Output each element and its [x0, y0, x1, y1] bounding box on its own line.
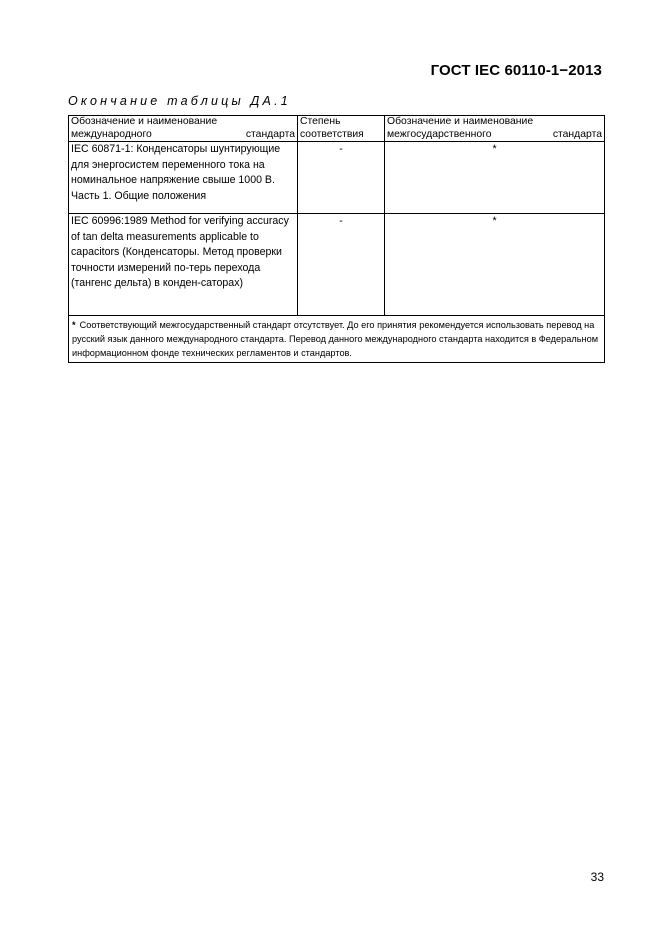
- international-standard-cell: IEC 60996:1989 Method for verifying accuracy of tan delta measurements applicable to capacitors (Конденсаторы. Метод проверки точности измерений по-терь перехода (тангенс дельта) в конден-саторах): [69, 214, 298, 316]
- interstate-standard-cell: *: [385, 214, 605, 316]
- table-footnote-row: [69, 316, 605, 363]
- standard-code-header: ГОСТ IEC 60110-1−2013: [430, 62, 602, 79]
- degree-cell: -: [298, 142, 385, 214]
- degree-cell: -: [298, 214, 385, 316]
- page-number: 33: [590, 870, 604, 884]
- header-international-standard: Обозначение и наименование международного стандарта: [69, 116, 298, 142]
- table-footnote: [69, 316, 605, 363]
- footnote-marker: *: [72, 320, 76, 330]
- table-header-row: [69, 116, 605, 142]
- table-row: [69, 142, 605, 214]
- table-caption: Окончание таблицы ДА.1: [68, 94, 291, 108]
- header-degree-of-correspondence: Степень соответствия: [298, 116, 385, 142]
- standards-correspondence-table: [68, 115, 605, 363]
- header-interstate-standard: Обозначение и наименование межгосударственного стандарта: [385, 116, 605, 142]
- footnote-text: Соответствующий межгосударственный стандарт отсутствует. До его принятия рекомендуется использовать перевод на русский язык данного международного стандарта. Перевод данного международного стандарта находится в Федеральном информационном фонде технических регламентов и стандартов.: [72, 320, 599, 358]
- table-row: [69, 214, 605, 316]
- international-standard-cell: IEC 60871-1: Конденсаторы шунтирующие для энергосистем переменного тока на номинальное напряжение свыше 1000 В. Часть 1. Общие положения: [69, 142, 298, 214]
- interstate-standard-cell: *: [385, 142, 605, 214]
